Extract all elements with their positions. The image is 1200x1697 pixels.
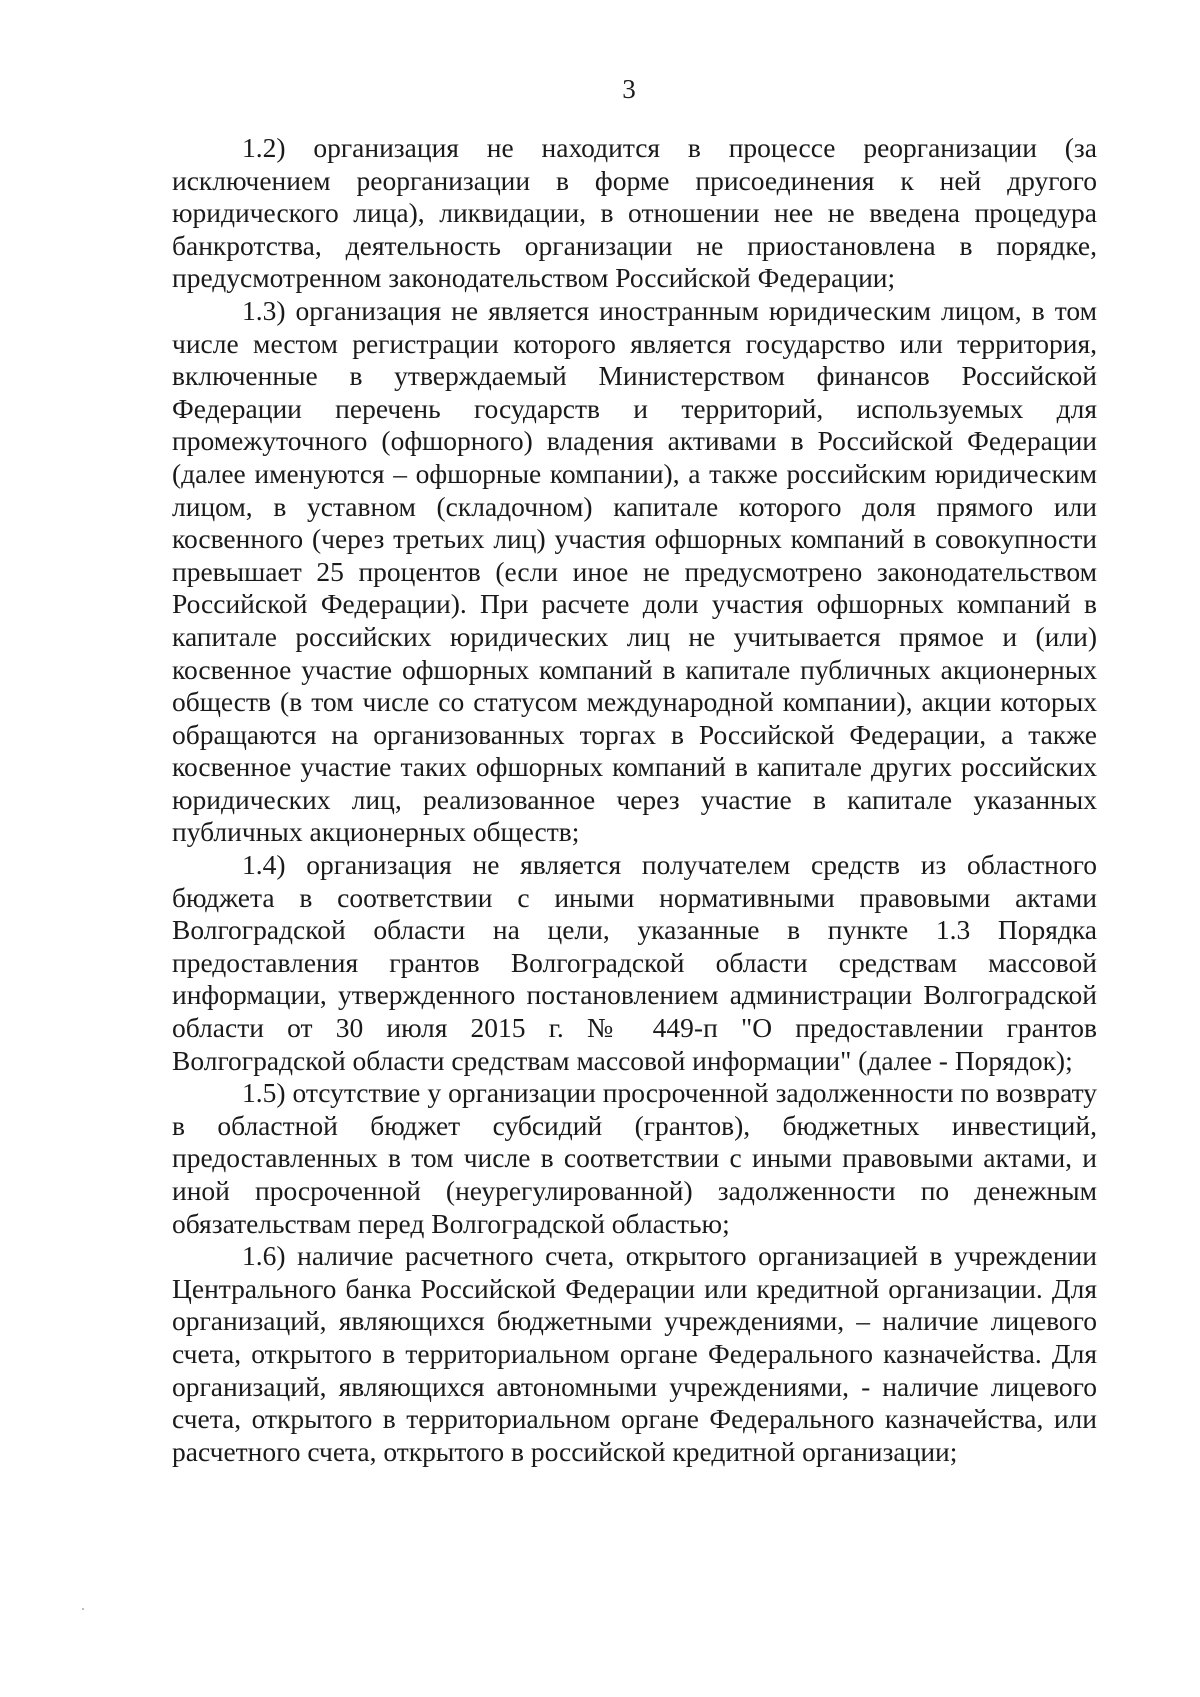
paragraph-1-2: 1.2) организация не находится в процессе реорганизации (за исключением реорганизации в форме присоединения к ней другого юридического лица), ликвидации, в отношении нее не введена процедура банкротства, деятельность организации не приостановлена в порядке, предусмотренном законодательством Российской Федерации; [172,132,1097,294]
paragraph-1-5: 1.5) отсутствие у организации просроченной задолженности по возврату в областной бюджет субсидий (грантов), бюджетных инвестиций, предоставленных в том числе в соответствии с иными правовыми актами, и иной просроченной (неурегулированной) задолженности по денежным обязательствам перед Волгоградской областью; [172,1077,1097,1239]
paragraph-1-6: 1.6) наличие расчетного счета, открытого организацией в учреждении Центрального банка Российской Федерации или кредитной организации. Для организаций, являющихся бюджетными учреждениями, – наличие лицевого счета, открытого в территориальном органе Федерального казначейства. Для организаций, являющихся автономными учреждениями, - наличие лицевого счета, открытого в территориальном органе Федерального казначейства, или расчетного счета, открытого в российской кредитной организации; [172,1240,1097,1467]
paragraph-1-3: 1.3) организация не является иностранным юридическим лицом, в том числе местом регистрации которого является государство или территория, включенные в утверждаемый Министерством финансов Российской Федерации перечень государств и территорий, используемых для промежуточного (офшорного) владения активами в Российской Федерации (далее именуются – офшорные компании), а также российским юридическим лицом, в уставном (складочном) капитале которого доля прямого или косвенного (через третьих лиц) участия офшорных компаний в совокупности превышает 25 процентов (если иное не предусмотрено законодательством Российской Федерации). При расчете доли участия офшорных компаний в капитале российских юридических лиц не учитывается прямое и (или) косвенное участие офшорных компаний в капитале публичных акционерных обществ (в том числе со статусом международной компании), акции которых обращаются на организованных торгах в Российской Федерации, а также косвенное участие таких офшорных компаний в капитале других российских юридических лиц, реализованное через участие в капитале указанных публичных акционерных обществ; [172,294,1097,848]
document-body [172,132,1097,1468]
scan-artifact-dot [82,1608,84,1610]
page-number: 3 [622,74,636,104]
paragraph-1-4: 1.4) организация не является получателем средств из областного бюджета в соответствии с иными нормативными правовыми актами Волгоградской области на цели, указанные в пункте 1.3 Порядка предоставления грантов Волгоградской области средствам массовой информации, утвержденного постановлением администрации Волгоградской области от 30 июля 2015 г. № 449-п "О предоставлении грантов Волгоградской области средствам массовой информации" (далее - Порядок); [172,849,1097,1076]
